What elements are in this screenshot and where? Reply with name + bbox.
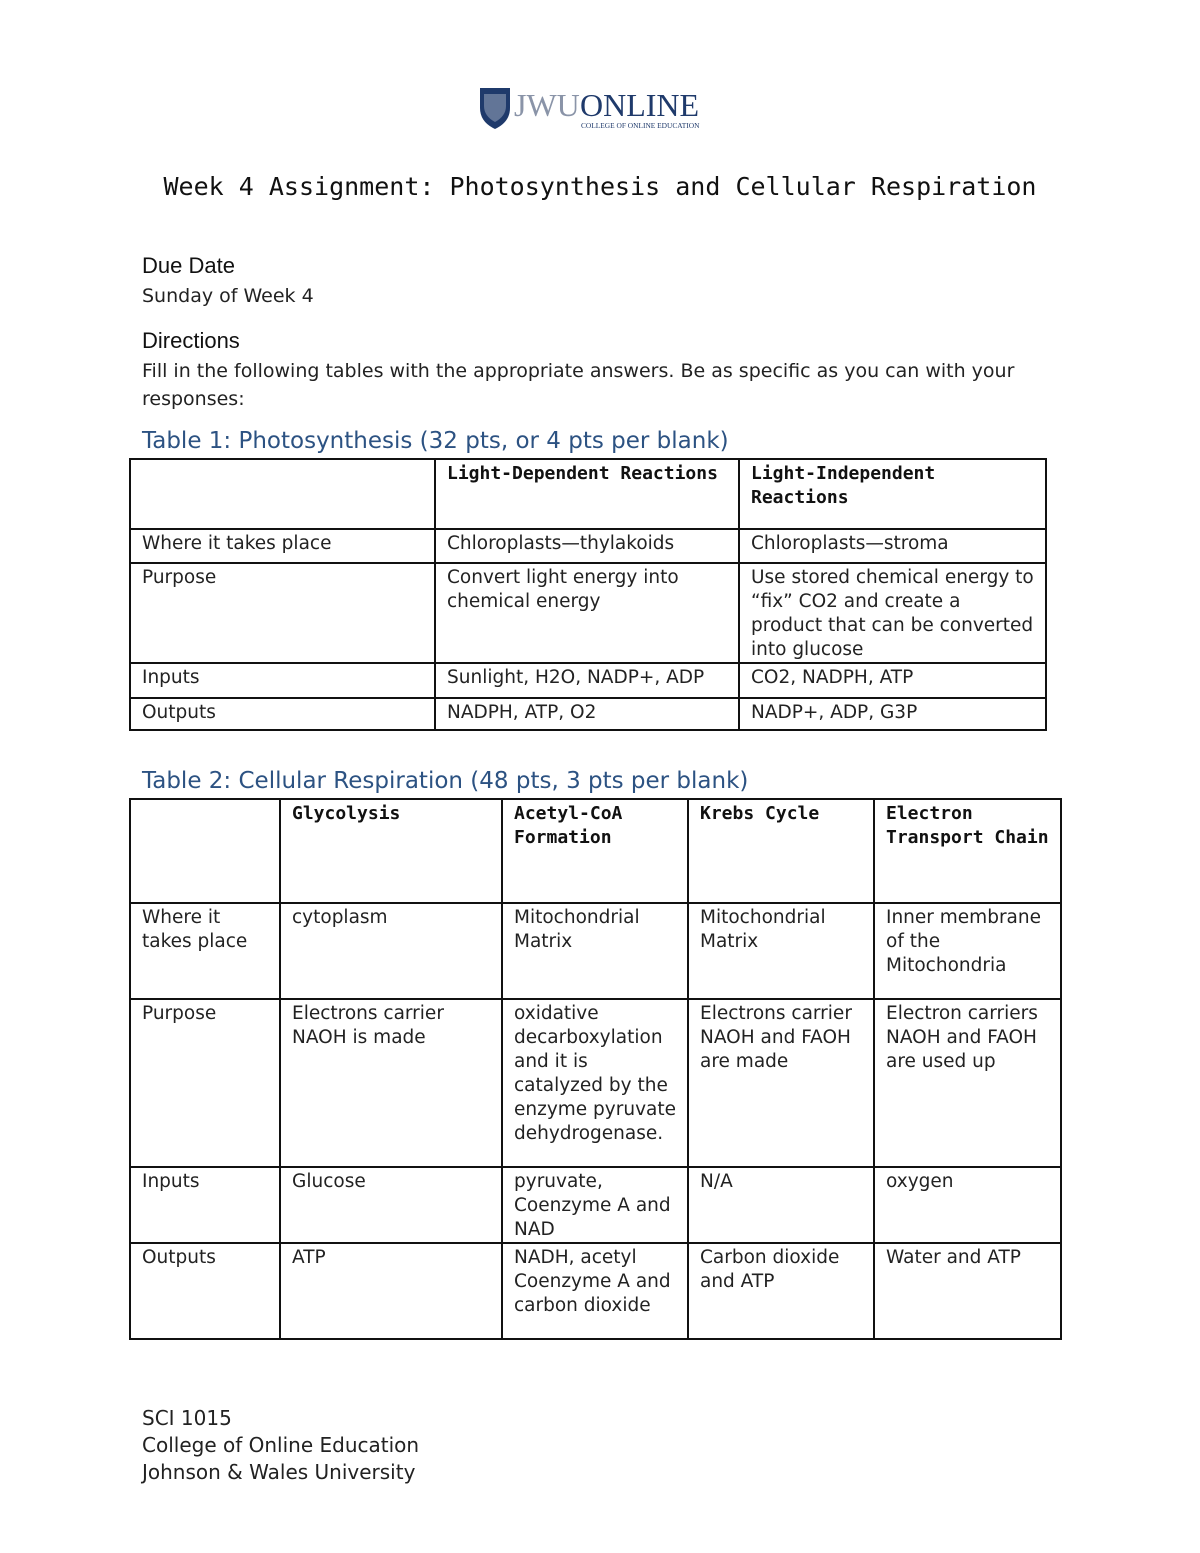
table-cell: oxidative decarboxylation and it is catalyzed by the enzyme pyruvate dehydrogenase.	[502, 999, 688, 1167]
table-header-row	[130, 459, 1046, 529]
table-row	[130, 903, 1061, 999]
table-header-cell: Electron Transport Chain	[874, 799, 1061, 903]
table-cell: Mitochondrial Matrix	[502, 903, 688, 999]
table-cell: Convert light energy into chemical energy	[435, 563, 739, 663]
footer-university: Johnson & Wales University	[142, 1460, 416, 1484]
table-header-row	[130, 799, 1061, 903]
table-cell: Sunlight, H2O, NADP+, ADP	[435, 663, 739, 698]
table-row	[130, 529, 1046, 563]
table-header-cell: Light-Dependent Reactions	[435, 459, 739, 529]
table-cell: CO2, NADPH, ATP	[739, 663, 1046, 698]
logo-tagline-text: COLLEGE OF ONLINE EDUCATION	[581, 121, 700, 130]
table-header-cell	[130, 459, 435, 529]
row-label-cell: Inputs	[130, 663, 435, 698]
row-label-cell: Outputs	[130, 1243, 280, 1339]
table-cell: NADH, acetyl Coenzyme A and carbon dioxide	[502, 1243, 688, 1339]
jwu-online-logo	[476, 82, 726, 132]
table-header-cell: Krebs Cycle	[688, 799, 874, 903]
table-row	[130, 663, 1046, 698]
row-label-cell: Purpose	[130, 563, 435, 663]
table-row	[130, 1167, 1061, 1243]
table-row	[130, 698, 1046, 730]
page-footer	[142, 1405, 419, 1486]
table-cell: Carbon dioxide and ATP	[688, 1243, 874, 1339]
row-label-cell: Outputs	[130, 698, 435, 730]
table-cell: N/A	[688, 1167, 874, 1243]
directions-heading: Directions	[142, 328, 240, 353]
table-cell: Electron carriers NAOH and FAOH are used up	[874, 999, 1061, 1167]
jwu-logo-graphic	[476, 82, 726, 132]
table-cell: oxygen	[874, 1167, 1061, 1243]
table-cell: Water and ATP	[874, 1243, 1061, 1339]
cellular-respiration-table	[129, 798, 1062, 1340]
table-cell: Use stored chemical energy to “fix” CO2 and create a product that can be converted into glucose	[739, 563, 1046, 663]
table-cell: Electrons carrier NAOH and FAOH are made	[688, 999, 874, 1167]
table-cell: ATP	[280, 1243, 502, 1339]
footer-course-code: SCI 1015	[142, 1406, 232, 1430]
photosynthesis-table	[129, 458, 1047, 731]
table2-caption: Table 2: Cellular Respiration (48 pts, 3 pts per blank)	[142, 768, 749, 794]
table-cell: pyruvate, Coenzyme A and NAD	[502, 1167, 688, 1243]
table-row	[130, 1243, 1061, 1339]
table-row	[130, 563, 1046, 663]
logo-jwu-text: JWU	[514, 87, 580, 123]
row-label-cell: Inputs	[130, 1167, 280, 1243]
footer-college: College of Online Education	[142, 1433, 420, 1457]
row-label-cell: Purpose	[130, 999, 280, 1167]
table-cell: Electrons carrier NAOH is made	[280, 999, 502, 1167]
table-cell: Chloroplasts—thylakoids	[435, 529, 739, 563]
due-date-text: Sunday of Week 4	[142, 285, 314, 307]
table-cell: Chloroplasts—stroma	[739, 529, 1046, 563]
row-label-cell: Where it takes place	[130, 903, 280, 999]
directions-text: Fill in the following tables with the appropriate answers. Be as specific as you can with your responses:	[142, 360, 1015, 410]
table-row	[130, 999, 1061, 1167]
table-cell: NADP+, ADP, G3P	[739, 698, 1046, 730]
table-cell: Inner membrane of the Mitochondria	[874, 903, 1061, 999]
table-header-cell: Glycolysis	[280, 799, 502, 903]
logo-online-text: ONLINE	[580, 87, 700, 123]
table-header-cell: Acetyl-CoA Formation	[502, 799, 688, 903]
table-cell: NADPH, ATP, O2	[435, 698, 739, 730]
table-cell: Glucose	[280, 1167, 502, 1243]
table-cell: cytoplasm	[280, 903, 502, 999]
page-title: Week 4 Assignment: Photosynthesis and Cellular Respiration	[163, 172, 1037, 201]
table-header-cell: Light-Independent Reactions	[739, 459, 1046, 529]
table-header-cell	[130, 799, 280, 903]
table1-caption: Table 1: Photosynthesis (32 pts, or 4 pts per blank)	[142, 428, 729, 454]
row-label-cell: Where it takes place	[130, 529, 435, 563]
due-date-heading: Due Date	[142, 253, 235, 278]
table-cell: Mitochondrial Matrix	[688, 903, 874, 999]
